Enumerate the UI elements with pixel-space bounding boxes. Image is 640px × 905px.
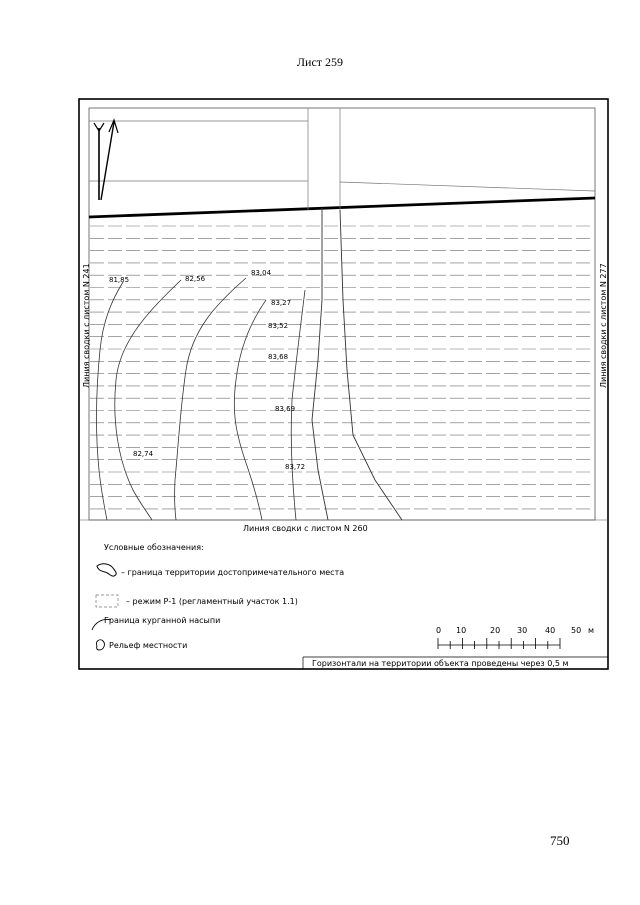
scale-tick-label: 40	[545, 626, 556, 635]
match-line-left-label: Линия сводки с листом N 241	[82, 263, 91, 388]
elevation-label: 83,04	[251, 269, 272, 277]
scale-unit: м	[588, 626, 595, 635]
elevation-label: 82,74	[133, 450, 154, 458]
scale-tick-label: 30	[517, 626, 528, 635]
drawing-frame	[89, 108, 595, 520]
scale-tick-label: 0	[436, 626, 442, 635]
page-number: 750	[550, 833, 570, 848]
elevation-label: 82,56	[185, 275, 206, 283]
elevation-labels	[109, 269, 305, 471]
scale-bar	[438, 638, 560, 649]
legend-item-territory: – граница территории достопримечательного места	[121, 568, 345, 577]
match-line-right-label: Линия сводки с листом N 277	[599, 263, 608, 388]
elevation-label: 83,68	[268, 353, 289, 361]
territory-boundary-line	[89, 198, 595, 217]
elevation-label: 83,69	[275, 405, 296, 413]
relief-legend-icon	[97, 640, 105, 650]
scale-labels	[436, 626, 594, 635]
scale-tick-label: 20	[490, 626, 501, 635]
road-edge-left	[312, 208, 328, 520]
territory-boundary-legend-icon	[97, 564, 116, 576]
elevation-label: 81,85	[109, 276, 130, 284]
sheet-title: Лист 259	[296, 55, 344, 69]
contour-lines	[96, 278, 305, 520]
legend-item-relief: Рельеф местности	[109, 641, 188, 650]
legend-item-mound: Граница курганной насыпи	[104, 616, 221, 625]
elevation-label: 83,72	[285, 463, 306, 471]
elevation-label: 83,27	[271, 299, 292, 307]
north-arrow	[94, 120, 118, 200]
map-frame	[79, 99, 608, 669]
scale-tick-label: 10	[456, 626, 467, 635]
match-line-bottom-label: Линия сводки с листом N 260	[243, 524, 368, 533]
road-edge-right	[340, 210, 402, 520]
contour-interval-note: Горизонтали на территории объекта проведены через 0,5 м	[312, 659, 569, 668]
scale-tick-label: 50	[571, 626, 582, 635]
legend-title: Условные обозначения:	[104, 543, 204, 552]
elevation-label: 83,52	[268, 322, 289, 330]
road-line	[340, 182, 595, 191]
zone-r1-legend-icon	[96, 595, 118, 607]
legend-item-zone: – режим Р-1 (регламентный участок 1.1)	[126, 597, 298, 606]
